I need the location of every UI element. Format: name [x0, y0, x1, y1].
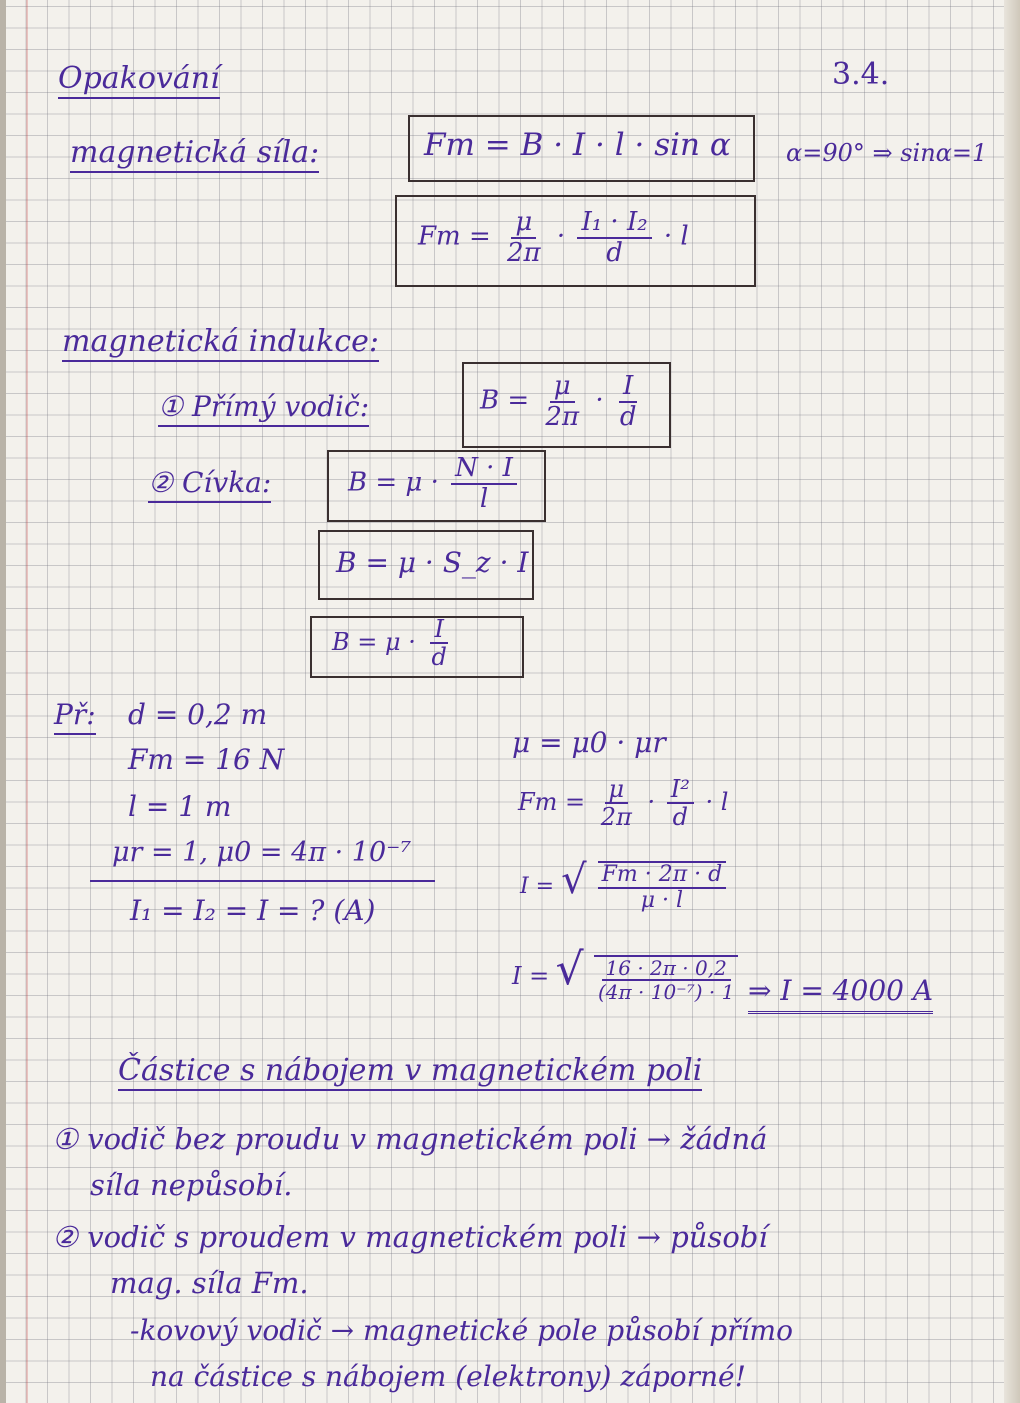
- numerator: μ: [550, 372, 575, 403]
- point-2-line-2: mag. síla Fm.: [110, 1266, 309, 1300]
- given-d: d = 0,2 m: [128, 698, 268, 731]
- numerator: Fm · 2π · d: [598, 863, 727, 889]
- unknown-current: I₁ = I₂ = I = ? (A): [130, 894, 376, 927]
- given-l: l = 1 m: [128, 790, 232, 823]
- page-edge-left: [0, 0, 6, 1403]
- item1-label: ① Přímý vodič:: [158, 392, 369, 427]
- given-mu: μr = 1, μ0 = 4π · 10⁻⁷: [112, 837, 412, 868]
- solution-fm-tail: · l: [705, 787, 729, 816]
- force-formula-2: [418, 208, 689, 267]
- numerator: I₁ · I₂: [577, 208, 651, 239]
- solution-fm: [518, 776, 728, 831]
- denominator: d: [672, 803, 688, 832]
- force-formula-2-tail: · l: [663, 221, 689, 252]
- numerator: I²: [667, 776, 694, 804]
- coil-formula-1: [348, 454, 521, 513]
- numerator: 16 · 2π · 0,2: [602, 957, 731, 981]
- point-2-line-1: ② vodič s proudem v magnetickém poli → působí: [52, 1220, 768, 1254]
- denominator: 2π: [600, 803, 632, 832]
- denominator: d: [431, 643, 447, 672]
- denominator: 2π: [545, 401, 580, 432]
- fraction-mu-2pi: [541, 372, 583, 431]
- point-1-line-2: síla nepůsobí.: [90, 1168, 293, 1202]
- force-formula-1: Fm = B · I · l · sin α: [424, 127, 731, 163]
- denominator: d: [619, 401, 637, 432]
- item1-formula: [480, 372, 645, 431]
- denominator: l: [479, 483, 489, 514]
- fraction-radicand: [598, 861, 727, 913]
- solution-i-formula: [520, 858, 730, 913]
- force-condition: α=90° ⇒ sinα=1: [786, 139, 988, 167]
- page-date: 3.4.: [832, 57, 890, 92]
- coil-formula-2: B = μ · S_z · I: [336, 546, 529, 579]
- numerator: I: [430, 616, 447, 644]
- fraction-currents: [577, 208, 651, 267]
- page-heading: Opakování: [58, 62, 220, 99]
- solution-i-numeric: [512, 946, 742, 1003]
- solution-i-numeric-left: I =: [512, 962, 550, 990]
- fraction-ni-l: [451, 454, 517, 513]
- given-separator: [90, 880, 435, 882]
- item2-label: ② Cívka:: [148, 468, 271, 503]
- dot: ·: [647, 787, 656, 816]
- denominator: 2π: [507, 237, 541, 268]
- section-title: Částice s nábojem v magnetickém poli: [118, 1054, 702, 1091]
- fraction-i-d: [616, 372, 641, 431]
- solution-i-left: I =: [520, 874, 555, 899]
- numerator: μ: [605, 776, 629, 804]
- sqrt-sign: √: [555, 944, 584, 995]
- denominator: d: [606, 237, 623, 268]
- sqrt-sign: √: [561, 857, 587, 903]
- fraction-mu-2pi: [503, 208, 545, 267]
- fraction-i-d: [428, 616, 451, 671]
- solution-mu: μ = μ0 · μr: [512, 726, 666, 759]
- force-label: magnetická síla:: [70, 136, 319, 173]
- item1-left: B =: [480, 385, 530, 416]
- solution-fm-left: Fm =: [518, 787, 586, 816]
- coil-formula-1-left: B = μ ·: [348, 467, 439, 498]
- numerator: I: [619, 372, 637, 403]
- example-label: Př:: [54, 700, 96, 735]
- point-2-line-4: na částice s nábojem (elektrony) záporné!: [150, 1360, 746, 1393]
- dot: ·: [595, 385, 604, 416]
- denominator: μ · l: [640, 888, 684, 913]
- solution-result: ⇒ I = 4000 A: [748, 976, 933, 1014]
- coil-formula-3-left: B = μ ·: [332, 627, 416, 656]
- point-1-line-1: ① vodič bez proudu v magnetickém poli → žádná: [52, 1122, 768, 1156]
- numerator: N · I: [451, 454, 517, 485]
- fraction-i2-d: [667, 776, 694, 831]
- dot: ·: [556, 221, 566, 252]
- margin-line: [26, 0, 28, 1403]
- denominator: (4π · 10⁻⁷) · 1: [597, 979, 735, 1004]
- point-2-line-3: -kovový vodič → magnetické pole působí přímo: [130, 1314, 793, 1347]
- given-fm: Fm = 16 N: [128, 743, 285, 776]
- coil-formula-3: [332, 616, 455, 671]
- induction-label: magnetická indukce:: [62, 325, 379, 362]
- fraction-mu-2pi: [597, 776, 636, 831]
- numerator: μ: [511, 208, 536, 239]
- fraction-radicand: [594, 955, 738, 1003]
- page-edge-right: [1004, 0, 1020, 1403]
- force-formula-2-left: Fm =: [418, 221, 491, 252]
